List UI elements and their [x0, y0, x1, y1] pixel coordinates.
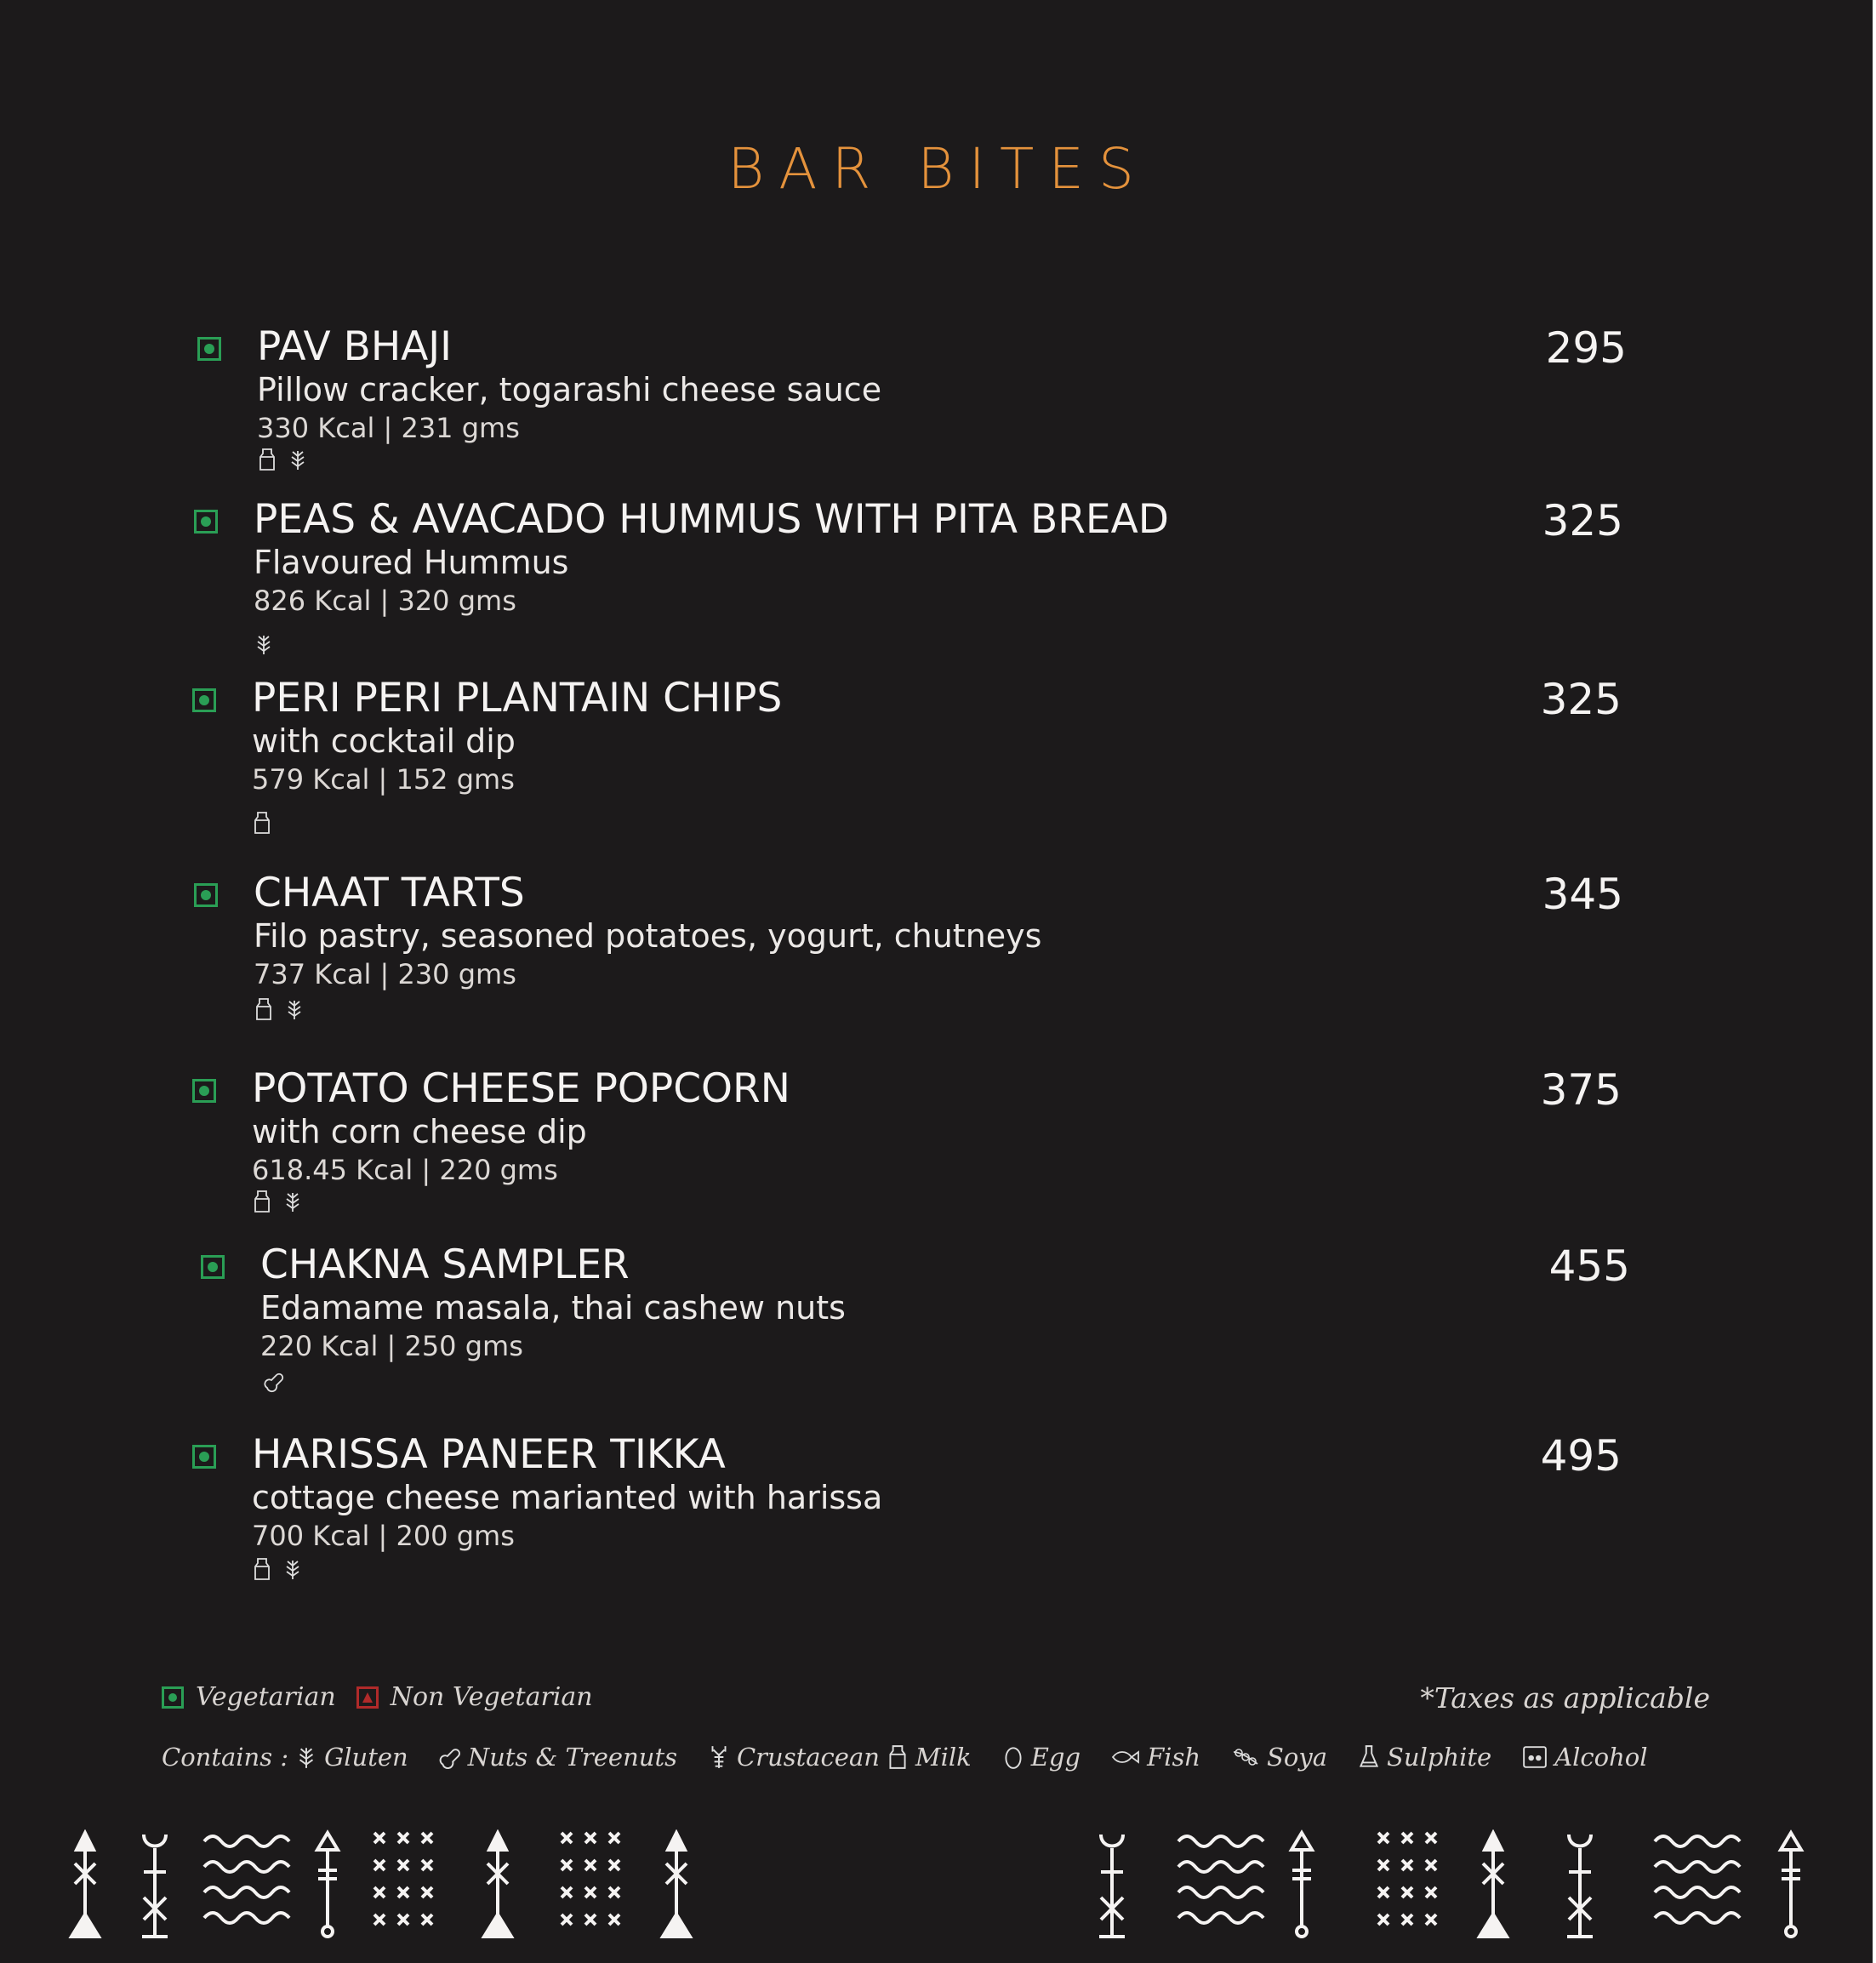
sulphite-label: Sulphite — [1387, 1743, 1492, 1772]
arrow-man-icon — [484, 1833, 511, 1938]
item-name: CHAKNA SAMPLER — [260, 1241, 630, 1288]
non-veg-legend-label: Non Vegetarian — [390, 1682, 593, 1712]
veg-indicator-icon — [192, 1445, 216, 1469]
item-price: 345 — [1542, 870, 1623, 919]
item-name: PEAS & AVACADO HUMMUS WITH PITA BREAD — [254, 496, 1169, 543]
veg-indicator-icon — [194, 883, 218, 907]
item-price: 295 — [1545, 323, 1627, 373]
arrow-man-icon — [71, 1833, 99, 1938]
milk-icon — [252, 1190, 272, 1213]
arrow-man-icon — [663, 1833, 690, 1938]
item-nutrition: 220 Kcal | 250 gms — [260, 1330, 523, 1362]
cross-pattern-icon — [374, 1833, 432, 1925]
item-nutrition: 618.45 Kcal | 220 gms — [252, 1154, 558, 1186]
tribal-pattern-left — [60, 1829, 774, 1940]
item-description: with corn cheese dip — [252, 1113, 587, 1150]
item-description: with cocktail dip — [252, 722, 516, 760]
milk-icon — [252, 1557, 272, 1581]
gluten-icon — [254, 632, 274, 656]
allergen-legend — [162, 1743, 1648, 1772]
item-allergens — [257, 448, 308, 471]
gluten-icon — [284, 997, 305, 1021]
crustacean-label: Crustacean — [736, 1743, 880, 1772]
milk-icon — [254, 997, 274, 1021]
tribal-pattern-right — [1093, 1829, 1825, 1940]
item-description: Edamame masala, thai cashew nuts — [260, 1289, 846, 1327]
item-price: 325 — [1542, 496, 1623, 545]
veg-indicator-icon — [197, 337, 221, 361]
fish-icon — [1111, 1744, 1140, 1770]
veg-legend-label: Vegetarian — [196, 1682, 336, 1712]
nuts-icon — [264, 1369, 284, 1393]
item-nutrition: 579 Kcal | 152 gms — [252, 763, 515, 796]
gluten-icon — [282, 1190, 303, 1213]
fork-figure-icon — [1099, 1835, 1125, 1937]
gluten-label: Gluten — [324, 1743, 408, 1772]
menu-title: BAR BITES — [727, 136, 1149, 202]
item-allergens — [254, 632, 274, 656]
arrow-man-icon — [1480, 1833, 1507, 1938]
item-allergens — [252, 1557, 303, 1581]
milk-icon — [257, 448, 277, 471]
item-name: PAV BHAJI — [257, 323, 453, 370]
veg-indicator-icon — [194, 510, 218, 534]
item-allergens — [264, 1369, 284, 1393]
item-price: 375 — [1540, 1065, 1622, 1115]
gluten-icon — [282, 1557, 303, 1581]
alcohol-label: Alcohol — [1554, 1743, 1648, 1772]
cross-pattern-icon — [562, 1833, 619, 1925]
arrow-staff-icon — [1292, 1833, 1312, 1937]
diet-legend — [162, 1682, 593, 1712]
item-name: POTATO CHEESE POPCORN — [252, 1065, 790, 1112]
egg-icon — [1002, 1744, 1024, 1770]
item-nutrition: 330 Kcal | 231 gms — [257, 412, 520, 444]
wave-pattern-icon — [204, 1836, 289, 1923]
milk-icon — [252, 811, 272, 835]
item-allergens — [252, 811, 272, 835]
item-description: Filo pastry, seasoned potatoes, yogurt, chutneys — [254, 917, 1042, 955]
item-name: CHAAT TARTS — [254, 870, 525, 916]
wave-pattern-icon — [1655, 1836, 1740, 1923]
page-edge — [1873, 0, 1876, 1963]
item-nutrition: 826 Kcal | 320 gms — [254, 585, 516, 617]
non-veg-legend-icon — [356, 1686, 379, 1709]
cross-pattern-icon — [1378, 1833, 1436, 1925]
crustacean-icon — [708, 1744, 730, 1770]
soya-icon — [1231, 1744, 1260, 1770]
veg-indicator-icon — [192, 688, 216, 712]
nuts-icon — [439, 1744, 461, 1770]
wave-pattern-icon — [1178, 1836, 1263, 1923]
nuts-label: Nuts & Treenuts — [467, 1743, 677, 1772]
item-price: 495 — [1540, 1431, 1622, 1481]
veg-legend-icon — [162, 1686, 184, 1709]
item-price: 455 — [1548, 1241, 1630, 1291]
soya-label: Soya — [1267, 1743, 1328, 1772]
gluten-icon — [288, 448, 308, 471]
fish-label: Fish — [1147, 1743, 1201, 1772]
item-name: HARISSA PANEER TIKKA — [252, 1431, 726, 1478]
contains-label: Contains : — [162, 1743, 289, 1772]
milk-label: Milk — [915, 1743, 972, 1772]
taxes-note: *Taxes as applicable — [1420, 1681, 1710, 1715]
item-name: PERI PERI PLANTAIN CHIPS — [252, 675, 783, 722]
veg-indicator-icon — [192, 1079, 216, 1103]
item-description: Pillow cracker, togarashi cheese sauce — [257, 371, 882, 408]
fork-figure-icon — [142, 1835, 168, 1937]
fork-figure-icon — [1567, 1835, 1593, 1937]
item-allergens — [252, 1190, 303, 1213]
sulphite-icon — [1358, 1744, 1380, 1770]
milk-icon — [887, 1744, 909, 1770]
item-price: 325 — [1540, 675, 1622, 724]
gluten-icon — [295, 1744, 317, 1770]
item-nutrition: 737 Kcal | 230 gms — [254, 958, 516, 990]
item-description: cottage cheese marianted with harissa — [252, 1479, 883, 1516]
veg-indicator-icon — [201, 1255, 225, 1279]
item-description: Flavoured Hummus — [254, 544, 569, 581]
item-nutrition: 700 Kcal | 200 gms — [252, 1520, 515, 1552]
egg-label: Egg — [1030, 1743, 1081, 1772]
arrow-staff-icon — [317, 1833, 338, 1937]
alcohol-icon — [1522, 1744, 1548, 1770]
arrow-staff-icon — [1781, 1833, 1801, 1937]
item-allergens — [254, 997, 305, 1021]
